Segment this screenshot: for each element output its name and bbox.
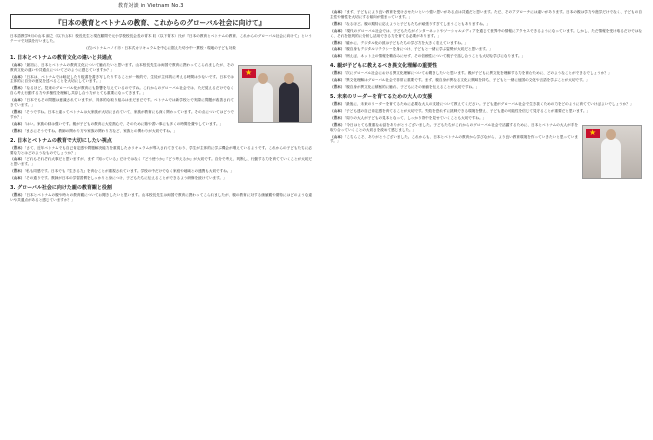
speaker-label: （山本） <box>330 134 345 139</box>
speaker-label: （山本） <box>330 28 345 33</box>
dialogue-text: 「異文化理解はグローバル社会で非常に重要です。まず、親自身が異なる文化に興味を持ち、子どもと一緒に他国の文化や言語を学ぶことが大切です。」 <box>344 78 590 83</box>
dialogue-paragraph <box>330 102 642 107</box>
vietnam-flag-icon <box>242 69 256 78</box>
speaker-label: （山本） <box>10 74 25 79</box>
dialogue-text: 「周りの大人が子どもの見本となって、しっかり背中を見せていくことも大切ですね。」 <box>344 115 487 120</box>
speaker-label: （青木） <box>10 109 25 114</box>
speaker-label: （青木） <box>10 86 25 91</box>
dialogue-text: 「子ども達の自己肯定感を育てることが大切です。失敗を恐れずに挑戦できる環境を整え、子ども達の可能性を信じて見守ることが重要だと思います。」 <box>344 108 591 113</box>
dialogue-text: 「はい。家族の絆は強いです。親が子どもの教育に大変熱心で、そのために塾や習い事にも多くの時間を費やしています。」 <box>24 121 224 126</box>
dialogue-paragraph <box>330 54 642 59</box>
dialogue-paragraph <box>10 176 312 181</box>
speaker-label: （山本） <box>10 121 25 126</box>
dialogue-paragraph <box>330 41 642 46</box>
section-heading: 1. 日本とベトナムの教育文化の違いと共通点 <box>10 54 112 61</box>
dialogue-paragraph <box>10 129 312 134</box>
speaker-label: （山本） <box>330 47 345 52</box>
dialogue-text: 「日本は、ベトナムでは暗記したり板書を書き写したりすることが一般的で、生徒が主体的に考える時間は少ないです。日本では主体的に自分の意見を述べることを大切にしています。」 <box>10 74 234 84</box>
speaker-label: （青木） <box>10 169 25 174</box>
photo-caption: (右)ベトナムハノイ市・日本式カリキュラムを中心に据えた幼小中一貫校・現地の子ども対象 <box>86 45 236 50</box>
article-title: 『日本の教育とベトナムの教育、これからのグローバル社会に向けて』 <box>10 14 310 29</box>
speaker-label: （青木） <box>330 40 345 45</box>
dialogue-text: 「確かに、デジタル化の波は子どもたちの学び方を大きく変えていますね。」 <box>344 40 469 45</box>
person-head <box>606 129 616 140</box>
dialogue-paragraph <box>330 29 642 39</box>
dialogue-paragraph <box>10 169 312 174</box>
dialogue-text: 「親自身が異文化に積極的に触れ、子どもにその価値を伝えることが大切ですね。」 <box>344 85 480 90</box>
person-head <box>258 73 268 84</box>
speaker-label: （山本） <box>330 10 345 14</box>
dialogue-text: 「そうですね。日本と違ってベトナムは大家族が大切にされていて、家族が教育にも深く関わっています。その点についてはどうですか？」 <box>10 109 234 119</box>
speaker-label: （青木） <box>10 145 25 150</box>
dialogue-text: 「例えば、ネット上の情報を鵜呑みにせず、その信頼性について親子で話し合うことも大切な学びになります。」 <box>344 54 526 59</box>
speaker-label: （山本） <box>10 98 25 103</box>
speaker-label: （山本） <box>330 78 345 83</box>
person-figure <box>253 82 273 122</box>
dialogue-text: 「まず、子どもにより良い教育を受けさせたいという強い思いがある点は共通だと思います。ただ、そのアプローチには違いがあります。日本の親は学力や進学だけでなく、子どもの自主性や個性を大切にする傾向が強まっています。」 <box>330 10 643 19</box>
speaker-label: （山本） <box>330 54 345 59</box>
dialogue-text: 「その通りです。教師が日本の学習習慣をしっかりと身につけ、子どもたちに伝えることができるよう研修を続けています。」 <box>24 176 227 181</box>
dialogue-text: 「親自身もデジタルリテラシーを身につけ、子どもと一緒に学ぶ姿勢が大切だと思います。」 <box>344 47 493 52</box>
speaker-label: （青木） <box>10 193 25 198</box>
dialogue-text: 「今日はとても貴重なお話をありがとうございました。子どもたちがこれからのグローバル社会で活躍するために、日本とベトナムの大人が手を取り合っていくことの大切さを改めて感じました。」 <box>330 122 579 132</box>
speaker-label: （山本） <box>10 176 25 181</box>
dialogue-paragraph <box>10 146 312 156</box>
speaker-label: （青木） <box>330 71 345 76</box>
dialogue-text: 「なるほど。親の期待に応えようと子どもたちが頑張りすぎてしまうこともありますね。」 <box>344 21 490 26</box>
dialogue-text: 「さて、近年ベトナムでも自己肯定感や問題解決能力を重視したカリキュラムが導入されてきており、学生が主体的に学ぶ機会が増えているようです。これからの子どもたちに必要な力とはどのようなものでしょうか？」 <box>10 145 312 155</box>
speaker-label: （青木） <box>330 85 345 90</box>
intro-paragraph: 日本語教学9月の山本 副之（以下山本）校長先生と現在顧問で元小学校校長会長の青木 収（以下青木）氏が『日本の教育とベトナムの教育、これからのグローバル社会に向けて』というテーマで対談を行いました。 <box>10 34 312 43</box>
right-column <box>330 10 642 181</box>
dialogue-text: 「日本でもその問題は意識されていますが、具体的な取り組みはまだまだです。ベトナムでは新学校とで実際に問題が改善されてきています。」 <box>10 98 235 108</box>
header-label: 教育対談 in Vietnam No.3 <box>118 3 184 9</box>
speaker-label: （青木） <box>330 21 345 26</box>
speaker-label: （山本） <box>330 108 345 113</box>
speaker-label: （山本） <box>10 157 25 162</box>
left-column <box>10 34 312 205</box>
dialogue-paragraph <box>330 78 642 83</box>
speaker-label: （青木） <box>330 122 345 127</box>
section-heading: 3. グローバル社会に向けた親の教育観と役割 <box>10 185 112 192</box>
section-heading: 4. 親が子どもに教えるべき異文化理解の重要性 <box>330 63 438 70</box>
speaker-label: （青木） <box>10 128 25 133</box>
section-heading: 2. 日本とベトナムの教育で大切にしたい視点 <box>10 137 112 144</box>
dialogue-paragraph <box>330 22 642 27</box>
dialogue-text: 「日本とベトナムの親や時々の教育観についてお聞きしたいと思います。山本校長先生は両国で教育に携わってこられましたが、親の教育に対する価値観や期待にはどのような違いや共通点があると感じていますか？」 <box>10 193 312 202</box>
person-figure <box>601 138 621 178</box>
dialogue-text: 「まさにそうですね。教師の関わり方や家族の関わり方など、家族との関わりが大切ですね。」 <box>24 128 178 133</box>
speaker-label: （青木） <box>330 101 345 106</box>
interview-photo <box>582 125 642 179</box>
dialogue-paragraph <box>330 85 642 90</box>
dialogue-paragraph <box>330 71 642 76</box>
section-heading: 5. 未来のリーダーを育てるための大人の支援 <box>330 93 433 100</box>
dialogue-paragraph <box>10 193 312 203</box>
dialogue-text: 「こちらこそ、ありがとうございました。これからも、日本とベトナムの教育から学びながら、より良い教育環境を作っていきたいと思っています。」 <box>330 134 578 144</box>
dialogue-paragraph <box>330 10 642 20</box>
person-head <box>284 73 294 84</box>
dialogue-paragraph <box>330 47 642 52</box>
person-figure <box>279 82 299 122</box>
right-sections <box>330 10 642 144</box>
dialogue-text: 「最初に、日本とベトナムの教育文化について触れたいと思います。山本校長先生は両国で教育に携わってこられましたが、その教育文化の違いや共通点についてどのように感じていますか？」 <box>10 62 234 72</box>
dialogue-text: 「最後に、未来のリーダーを育てるために必要な大人の支援について教えてください。子ども達がグローバル社会で生き抜くための力をどのように育てていけばよいでしょうか？」 <box>344 101 634 106</box>
left-sections <box>10 55 312 203</box>
dialogue-paragraph <box>330 116 642 121</box>
dialogue-text: 「次にグローバル社会における異文化理解についてお聞きしたいと思います。親が子どもに異文化を理解する力を育むために、どのようなことができるでしょうか？」 <box>344 71 612 76</box>
dialogue-text: 「私も同感です。日本でも『生きる力』を育むことが重視されています。学校の中だけでなく家庭や地域との連携も大切ですね。」 <box>24 169 235 174</box>
dialogue-text: 「なるほど。従来のグローバル化が教育にも影響を与えているのですね。これからのグローバル社会では、ただ覚えるだけでなく自ら考え行動する力や多様性を理解し共存し合う力がとても重要になってきます。」 <box>10 86 235 96</box>
speaker-label: （青木） <box>330 115 345 120</box>
dialogue-paragraph <box>330 109 642 114</box>
dialogue-text: 「現代のグローバル社会では、子どもたちがインターネットやソーシャルメディアを通じて世界中の情報にアクセスできるようになっています。しかし、ただ情報を受け取るだけではなく、それを批判的に分析し活用できる力を育てる必要があります。」 <box>330 28 642 38</box>
dialogue-text: 「どれもそれぞれ大事だと思いますが、まず『知っている』だけではなく『どう使うか』『どう考えるか』が大切です。自分で考え、判断し、行動する力を育てていくことが大切だと思います。」 <box>10 157 313 167</box>
vietnam-flag-icon <box>586 129 600 138</box>
dialogue-paragraph <box>10 157 312 167</box>
speaker-label: （山本） <box>10 62 25 67</box>
interview-photo <box>238 65 312 123</box>
